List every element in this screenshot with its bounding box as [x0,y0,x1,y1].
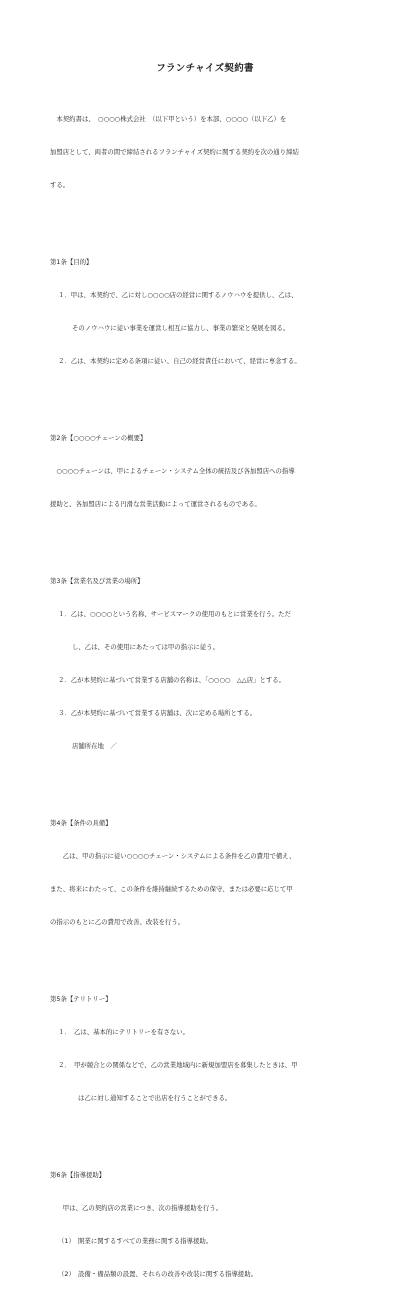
article-heading: 第6条【指導援助】 [50,1171,106,1179]
article-line: （2） 設備・備品類の設置、それらの改善や改装に関する指導援助。 [58,1270,257,1278]
article-heading: 第2条【○○○○チェーンの概要】 [50,434,147,442]
article-line: （1） 開業に関するすべての業務に関する指導援助。 [58,1237,213,1245]
article-line: ２．乙が本契約に基づいて営業する店舗の名称は、「○○○○ △△店」とする。 [58,676,286,684]
spacer [50,532,360,543]
article-heading: 第5条【テリトリー】 [50,995,112,1003]
spacer [50,389,360,400]
article-heading: 第4条【条件の具備】 [50,819,112,827]
article-line: の指示のもとに乙の費用で改善、改装を行う。 [50,918,185,926]
article-line: は乙に対し通知することで出店を行うことができる。 [78,1094,232,1102]
article-heading: 第1条【目的】 [50,258,93,266]
spacer [50,213,360,224]
article-line: 甲は、乙の契約店の営業につき、次の指導援助を行う。 [50,1204,223,1212]
preamble-line: 加盟店として、両者の間で締結されるフランチャイズ契約に関する契約を次の通り締結 [50,148,299,156]
article-line: そのノウハウに従い事業を運営し相互に協力し、事業の繁栄と発展を図る。 [72,324,290,332]
article-line: １． 乙は、基本的にテリトリーを有さない。 [58,1028,190,1036]
article-line: また、将来にわたって、この条件を維持継続するための保守、または必要に応じて甲 [50,885,293,893]
article-line: 援助と、各加盟店による円滑な営業活動によって運営されるものである。 [50,500,261,508]
article-line: ○○○○チェーンは、甲によるチェーン・システム全体の統括及び各加盟店への指導 [50,467,295,475]
spacer [50,774,360,785]
article-line: １．乙は、○○○○という名称、サービスマークの使用のもとに営業を行う。ただ [58,610,292,618]
article-line: ２． 甲が競合との関係などで、乙の営業地域内に新規加盟店を募集したときは、甲 [58,1061,298,1069]
document-body [50,92,360,1302]
spacer [50,1126,360,1137]
spacer [50,950,360,961]
article-line: １．甲は、本契約で、乙に対し○○○○店の経営に関するノウハウを提供し、乙は、 [58,291,298,299]
article-line: し、乙は、その使用にあたっては甲の指示に従う。 [72,643,219,651]
document-title: フランチャイズ契約書 [156,63,254,74]
article-line: ２．乙は、本契約に定める条項に従い、自己の経営責任において、経営に専念する。 [58,357,301,365]
article-heading: 第3条【営業名及び営業の場所】 [50,577,144,585]
article-line: 乙は、甲の指示に従い○○○○チェーン・システムによる条件を乙の費用で備え、 [50,852,296,860]
article-line: ３．乙が本契約に基づいて営業する店舗は、次に定める場所とする。 [58,709,257,717]
article-line: 店舗所在地 ／ [72,742,117,750]
preamble-line: 本契約書は、 ○○○○株式会社 （以下甲という）を本部、○○○○（以下乙）を [50,115,287,123]
preamble-line: する。 [50,181,70,189]
